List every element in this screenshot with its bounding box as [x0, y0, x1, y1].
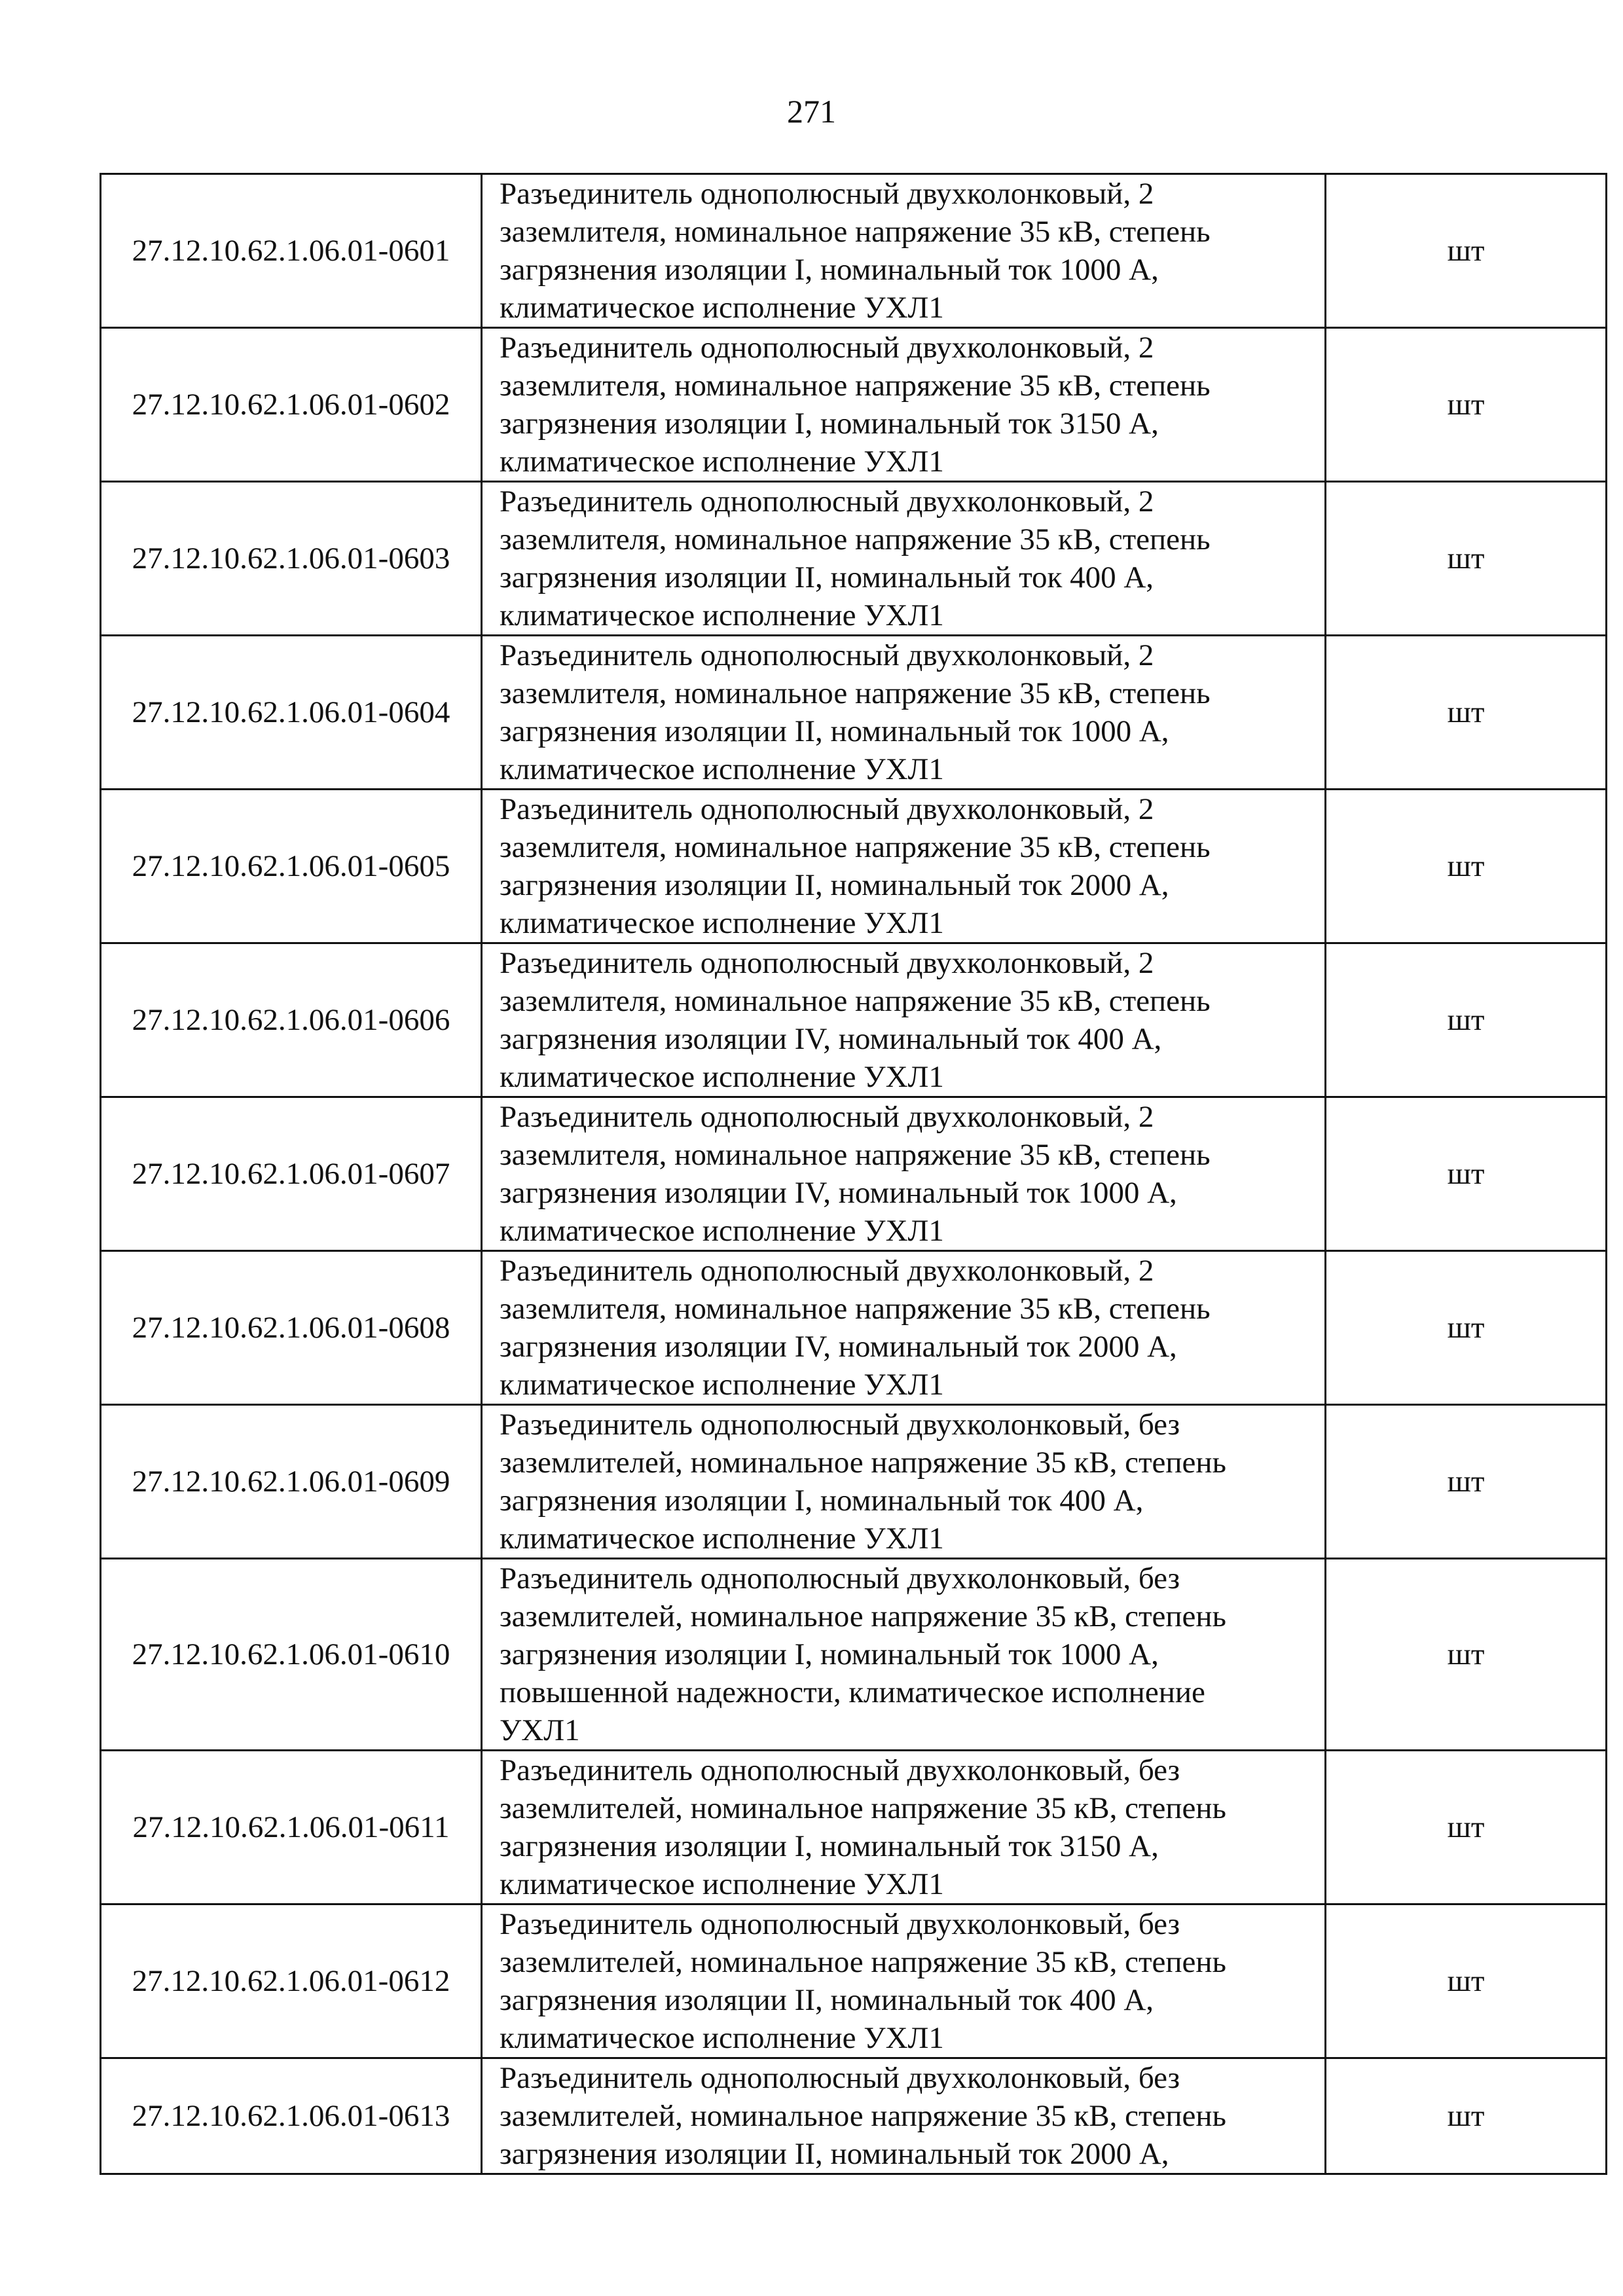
item-description — [482, 943, 1326, 1097]
item-unit: шт — [1326, 1251, 1607, 1405]
description-line: Разъединитель однополюсный двухколонковый, 2 — [500, 792, 1154, 826]
description-line: загрязнения изоляции IV, номинальный ток 1000 А, — [500, 1176, 1177, 1210]
table-row — [101, 636, 1607, 790]
item-unit: шт — [1326, 636, 1607, 790]
item-code: 27.12.10.62.1.06.01-0603 — [101, 482, 482, 636]
item-unit: шт — [1326, 1097, 1607, 1251]
table-row — [101, 1904, 1607, 2058]
item-description — [482, 2058, 1326, 2174]
description-line: климатическое исполнение УХЛ1 — [500, 291, 944, 325]
table-row — [101, 1751, 1607, 1904]
table-row — [101, 1559, 1607, 1751]
item-description — [482, 1405, 1326, 1559]
description-line: УХЛ1 — [500, 1713, 580, 1747]
description-line: заземлителей, номинальное напряжение 35 кВ, степень — [500, 2099, 1226, 2133]
item-code: 27.12.10.62.1.06.01-0601 — [101, 174, 482, 328]
table-row — [101, 1097, 1607, 1251]
item-unit: шт — [1326, 1559, 1607, 1751]
item-code: 27.12.10.62.1.06.01-0608 — [101, 1251, 482, 1405]
description-line: Разъединитель однополюсный двухколонковый, 2 — [500, 946, 1154, 980]
item-code: 27.12.10.62.1.06.01-0602 — [101, 328, 482, 482]
description-line: загрязнения изоляции I, номинальный ток 3150 А, — [500, 407, 1159, 441]
description-line: заземлителей, номинальное напряжение 35 кВ, степень — [500, 1599, 1226, 1633]
description-line: климатическое исполнение УХЛ1 — [500, 598, 944, 632]
catalog-table-body — [101, 174, 1607, 2174]
description-line: загрязнения изоляции II, номинальный ток 400 А, — [500, 1983, 1154, 2017]
description-line: Разъединитель однополюсный двухколонковый, 2 — [500, 331, 1154, 365]
item-code: 27.12.10.62.1.06.01-0611 — [101, 1751, 482, 1904]
item-code: 27.12.10.62.1.06.01-0609 — [101, 1405, 482, 1559]
description-line: загрязнения изоляции I, номинальный ток 3150 А, — [500, 1829, 1159, 1863]
table-row — [101, 1405, 1607, 1559]
description-line: загрязнения изоляции IV, номинальный ток 2000 А, — [500, 1330, 1177, 1364]
page-number: 271 — [787, 93, 836, 130]
item-unit: шт — [1326, 482, 1607, 636]
catalog-table — [100, 173, 1607, 2175]
item-unit: шт — [1326, 1751, 1607, 1904]
description-line: климатическое исполнение УХЛ1 — [500, 906, 944, 940]
item-description — [482, 1097, 1326, 1251]
description-line: заземлителя, номинальное напряжение 35 кВ, степень — [500, 215, 1211, 249]
description-line: Разъединитель однополюсный двухколонковый, 2 — [500, 177, 1154, 211]
item-unit: шт — [1326, 790, 1607, 943]
item-code: 27.12.10.62.1.06.01-0612 — [101, 1904, 482, 2058]
table-row — [101, 2058, 1607, 2174]
description-line: загрязнения изоляции II, номинальный ток 2000 А, — [500, 2137, 1169, 2171]
item-unit: шт — [1326, 2058, 1607, 2174]
description-line: загрязнения изоляции II, номинальный ток 2000 А, — [500, 868, 1169, 902]
description-line: заземлителя, номинальное напряжение 35 кВ, степень — [500, 830, 1211, 864]
item-unit: шт — [1326, 174, 1607, 328]
item-unit: шт — [1326, 328, 1607, 482]
description-line: климатическое исполнение УХЛ1 — [500, 1214, 944, 1248]
item-code: 27.12.10.62.1.06.01-0605 — [101, 790, 482, 943]
description-line: загрязнения изоляции I, номинальный ток 1000 А, — [500, 253, 1159, 287]
item-code: 27.12.10.62.1.06.01-0613 — [101, 2058, 482, 2174]
table-row — [101, 174, 1607, 328]
item-code: 27.12.10.62.1.06.01-0606 — [101, 943, 482, 1097]
description-line: Разъединитель однополюсный двухколонковый, без — [500, 2061, 1180, 2095]
description-line: Разъединитель однополюсный двухколонковый, без — [500, 1408, 1180, 1442]
item-unit: шт — [1326, 943, 1607, 1097]
item-description — [482, 1751, 1326, 1904]
description-line: заземлителя, номинальное напряжение 35 кВ, степень — [500, 369, 1211, 403]
item-description — [482, 482, 1326, 636]
item-unit: шт — [1326, 1405, 1607, 1559]
description-line: загрязнения изоляции I, номинальный ток 1000 А, — [500, 1637, 1159, 1671]
description-line: климатическое исполнение УХЛ1 — [500, 445, 944, 479]
item-description — [482, 1904, 1326, 2058]
description-line: Разъединитель однополюсный двухколонковый, 2 — [500, 484, 1154, 519]
description-line: Разъединитель однополюсный двухколонковый, без — [500, 1753, 1180, 1787]
item-description — [482, 328, 1326, 482]
description-line: заземлителя, номинальное напряжение 35 кВ, степень — [500, 1292, 1211, 1326]
table-row — [101, 943, 1607, 1097]
description-line: Разъединитель однополюсный двухколонковый, без — [500, 1561, 1180, 1595]
description-line: загрязнения изоляции IV, номинальный ток 400 А, — [500, 1022, 1162, 1056]
item-code: 27.12.10.62.1.06.01-0604 — [101, 636, 482, 790]
item-unit: шт — [1326, 1904, 1607, 2058]
description-line: повышенной надежности, климатическое исполнение — [500, 1675, 1205, 1709]
description-line: климатическое исполнение УХЛ1 — [500, 1368, 944, 1402]
description-line: заземлителей, номинальное напряжение 35 кВ, степень — [500, 1791, 1226, 1825]
table-row — [101, 482, 1607, 636]
table-row — [101, 328, 1607, 482]
table-row — [101, 790, 1607, 943]
description-line: Разъединитель однополюсный двухколонковый, без — [500, 1907, 1180, 1941]
description-line: климатическое исполнение УХЛ1 — [500, 1060, 944, 1094]
description-line: Разъединитель однополюсный двухколонковый, 2 — [500, 1254, 1154, 1288]
description-line: климатическое исполнение УХЛ1 — [500, 1522, 944, 1556]
item-description — [482, 790, 1326, 943]
item-description — [482, 1251, 1326, 1405]
description-line: заземлителя, номинальное напряжение 35 кВ, степень — [500, 1138, 1211, 1172]
description-line: заземлителя, номинальное напряжение 35 кВ, степень — [500, 676, 1211, 710]
description-line: климатическое исполнение УХЛ1 — [500, 1867, 944, 1901]
description-line: заземлителя, номинальное напряжение 35 кВ, степень — [500, 984, 1211, 1018]
description-line: загрязнения изоляции I, номинальный ток 400 А, — [500, 1484, 1144, 1518]
table-row — [101, 1251, 1607, 1405]
description-line: климатическое исполнение УХЛ1 — [500, 752, 944, 786]
description-line: климатическое исполнение УХЛ1 — [500, 2021, 944, 2055]
description-line: Разъединитель однополюсный двухколонковый, 2 — [500, 638, 1154, 672]
item-code: 27.12.10.62.1.06.01-0610 — [101, 1559, 482, 1751]
item-description — [482, 1559, 1326, 1751]
item-description — [482, 174, 1326, 328]
description-line: заземлителей, номинальное напряжение 35 кВ, степень — [500, 1945, 1226, 1979]
description-line: заземлителей, номинальное напряжение 35 кВ, степень — [500, 1446, 1226, 1480]
item-description — [482, 636, 1326, 790]
description-line: загрязнения изоляции II, номинальный ток 400 А, — [500, 560, 1154, 594]
description-line: заземлителя, номинальное напряжение 35 кВ, степень — [500, 522, 1211, 556]
description-line: Разъединитель однополюсный двухколонковый, 2 — [500, 1100, 1154, 1134]
item-code: 27.12.10.62.1.06.01-0607 — [101, 1097, 482, 1251]
description-line: загрязнения изоляции II, номинальный ток 1000 А, — [500, 714, 1169, 748]
